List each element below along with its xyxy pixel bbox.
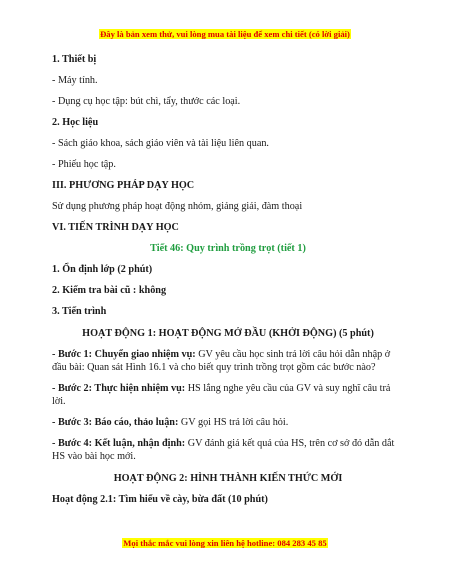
hoc-lieu-item: - Sách giáo khoa, sách giáo viên và tài liệu liên quan.: [52, 138, 269, 149]
step-label: - Bước 3: Báo cáo, thảo luận:: [52, 417, 179, 428]
step-item: 1. Ổn định lớp (2 phút): [52, 264, 153, 275]
step-label: - Bước 4: Kết luận, nhận định:: [52, 438, 186, 449]
section-hoc-lieu-heading: 2. Học liệu: [52, 117, 99, 128]
hotline-banner-text: Mọi thắc mắc vui lòng xin liên hệ hotline: 084 283 45 85: [123, 538, 327, 548]
activity-1-heading: HOẠT ĐỘNG 1: HOẠT ĐỘNG MỞ ĐẦU (KHỞI ĐỘNG) (5 phút): [82, 328, 374, 339]
lesson-title: Tiết 46: Quy trình trồng trọt (tiết 1): [150, 243, 306, 254]
step-item: 3. Tiến trình: [52, 306, 107, 317]
step-label: - Bước 2: Thực hiện nhiệm vụ:: [52, 383, 186, 394]
hoc-lieu-item: - Phiếu học tập.: [52, 159, 116, 170]
thiet-bi-item: - Máy tính.: [52, 75, 98, 86]
hotline-banner: [0, 533, 450, 551]
activity-1-step-3: [52, 416, 404, 429]
document-body: [52, 49, 404, 506]
activity-1-step-1: [52, 348, 404, 374]
step-text: GV yêu cầu học sinh trả lời câu hỏi dẫn nhập ở đầu bài: Quan sát Hình 16.1 và cho biết quy trình trồng trọt gồm các bước nào?: [52, 349, 391, 373]
activity-2-1-title: Hoạt động 2.1: Tìm hiểu về cày, bừa đất (10 phút): [52, 494, 268, 505]
activity-1-step-2: [52, 382, 404, 408]
activity-1-step-4: [52, 437, 404, 463]
step-text: GV gọi HS trả lời câu hỏi.: [178, 417, 289, 428]
thiet-bi-item: - Dụng cụ học tập: bút chì, tẩy, thước các loại.: [52, 96, 241, 107]
section-thiet-bi-heading: 1. Thiết bị: [52, 54, 97, 65]
section-phuong-phap-heading: III. PHƯƠNG PHÁP DẠY HỌC: [52, 180, 195, 191]
section-tien-trinh-heading: VI. TIẾN TRÌNH DẠY HỌC: [52, 222, 179, 233]
step-text: GV đánh giá kết quả của HS, trên cơ sở đó dẫn dắt HS vào bài học mới.: [52, 438, 395, 462]
step-label: - Bước 1: Chuyển giao nhiệm vụ:: [52, 349, 196, 360]
step-text: HS lắng nghe yêu cầu của GV và suy nghĩ câu trả lời.: [52, 383, 391, 407]
phuong-phap-text: Sử dụng phương pháp hoạt động nhóm, giảng giải, đàm thoại: [52, 201, 303, 212]
preview-banner: [0, 24, 450, 42]
activity-2-heading: HOẠT ĐỘNG 2: HÌNH THÀNH KIẾN THỨC MỚI: [113, 473, 343, 484]
step-item: 2. Kiểm tra bài cũ : không: [52, 285, 167, 296]
preview-banner-text: Đây là bản xem thử, vui lòng mua tài liệu để xem chi tiết (có lời giải): [100, 29, 350, 39]
